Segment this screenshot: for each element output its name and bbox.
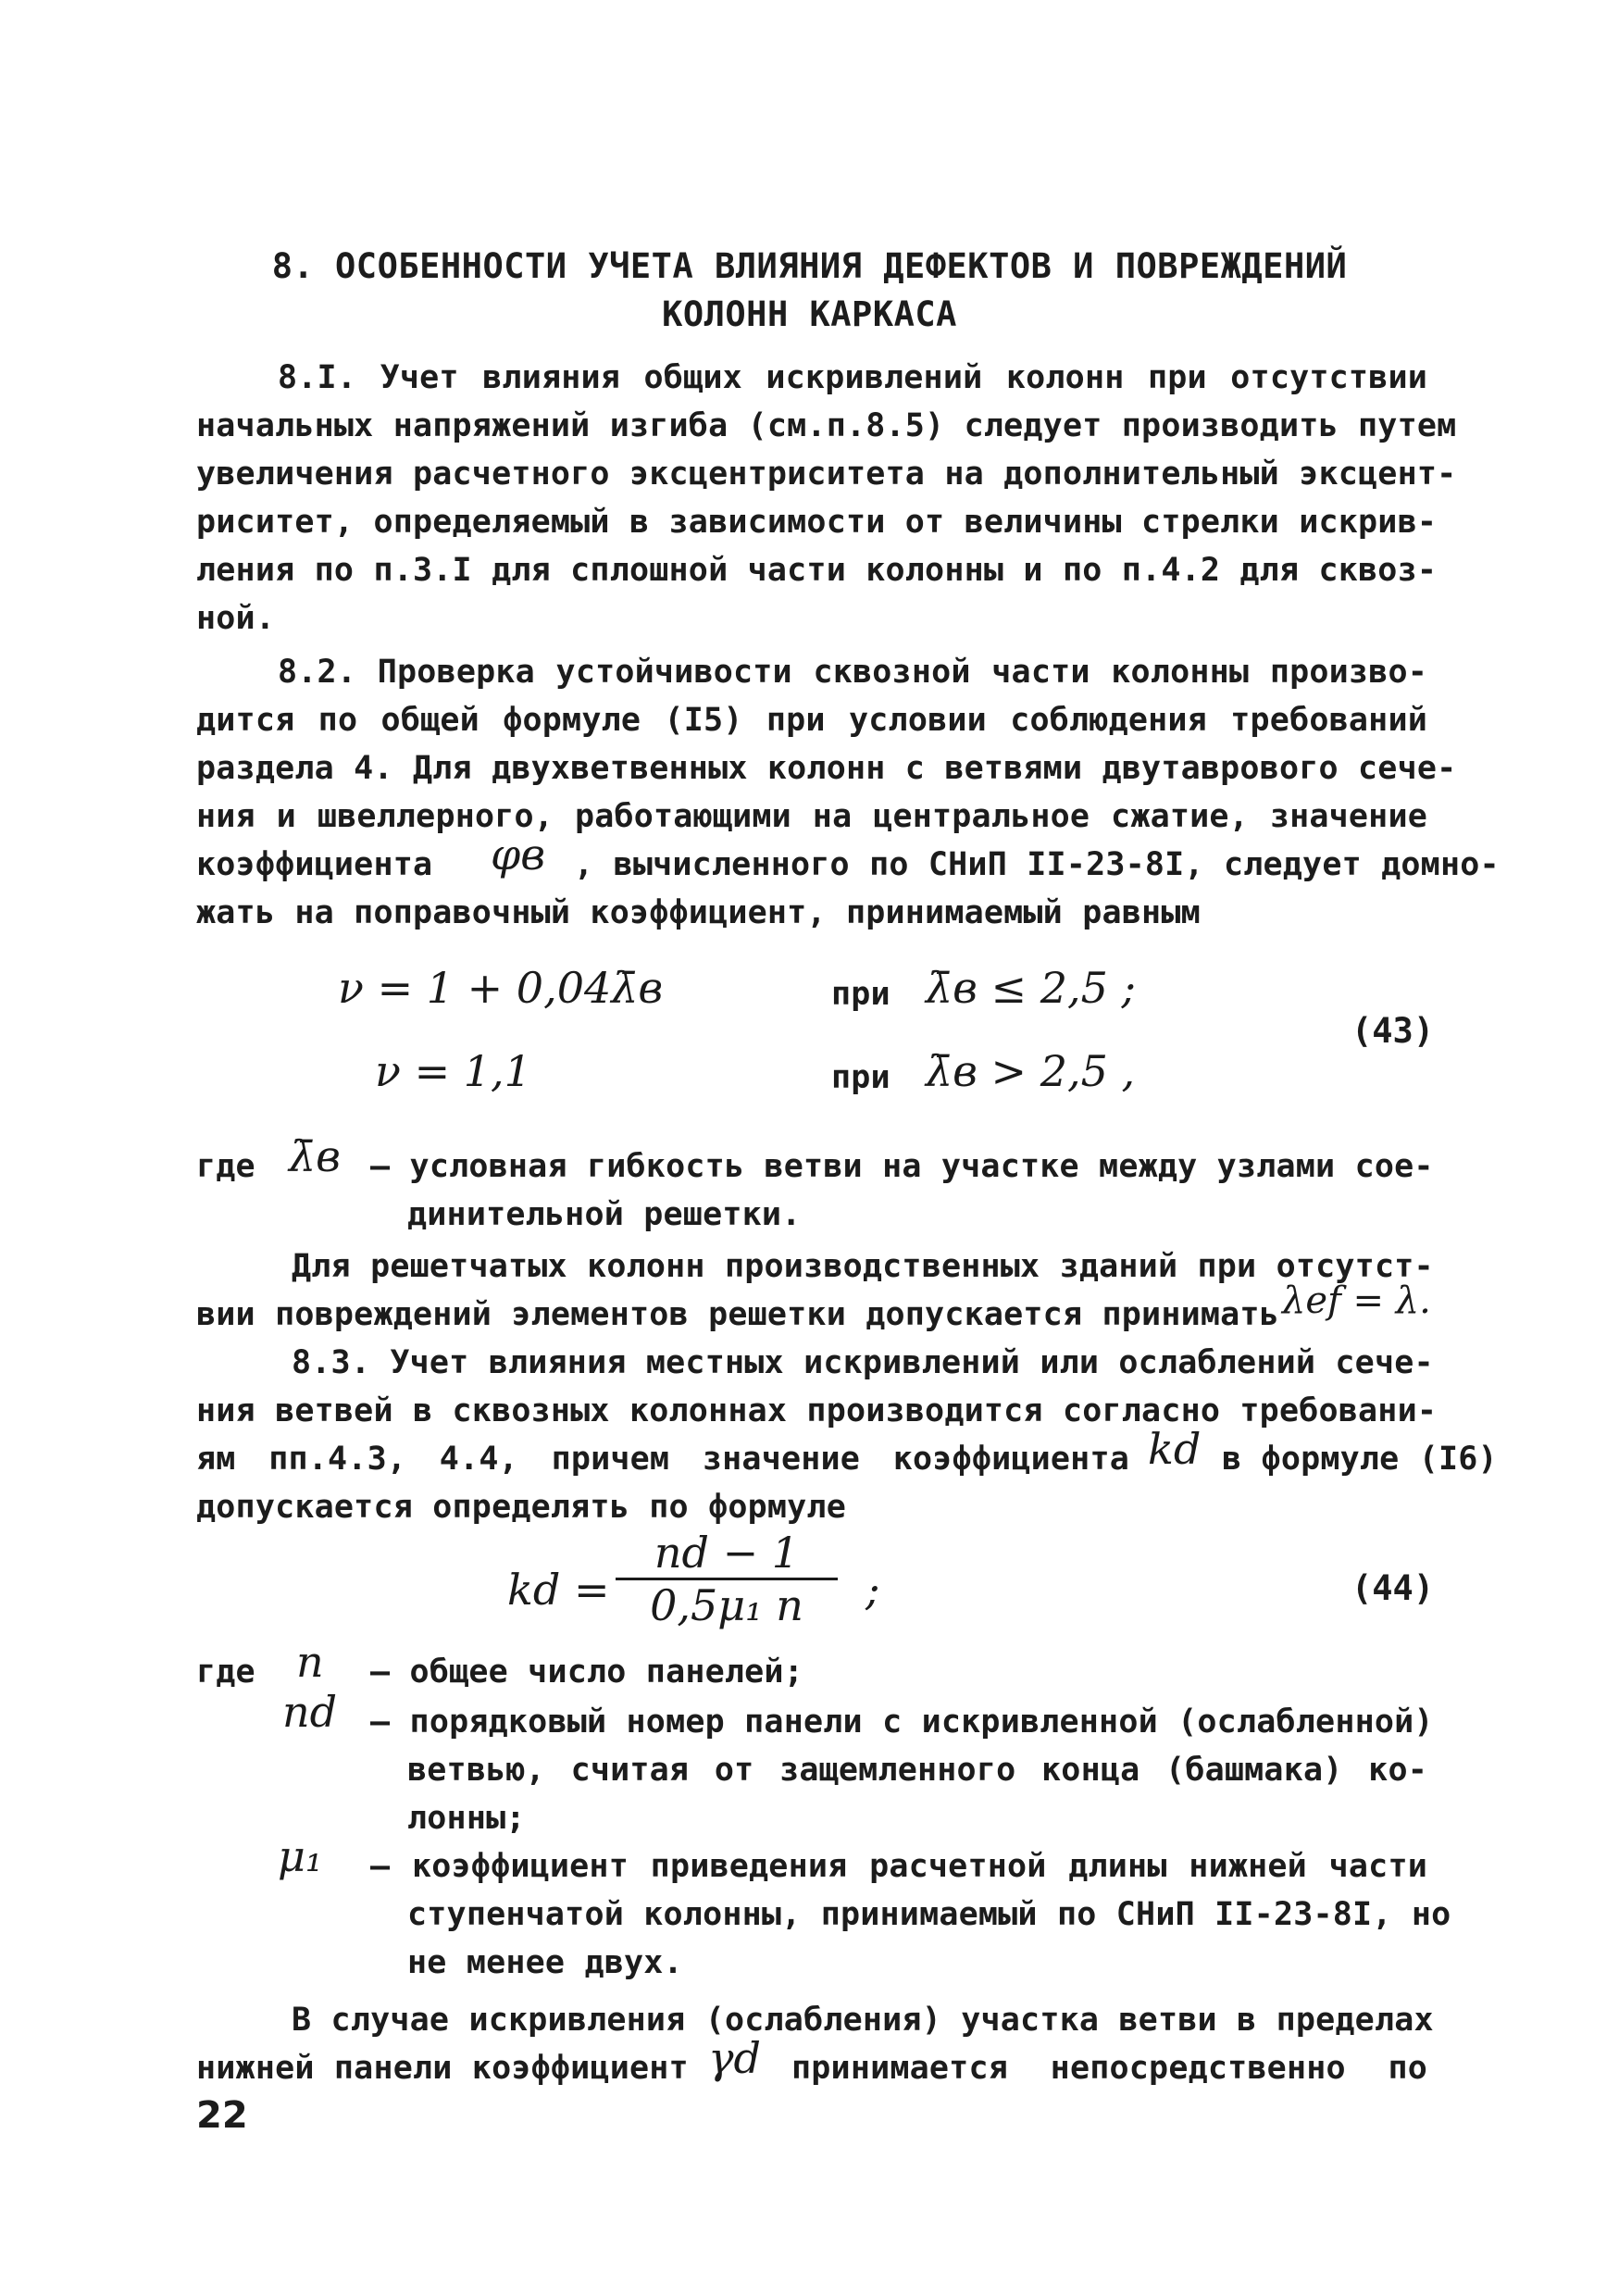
p81-line-2: начальных напряжений изгиба (см.п.8.5) следует производить путем: [196, 407, 1457, 444]
p-last-line-1: В случае искривления (ослабления) участка ветви в пределах: [292, 2002, 1434, 2039]
symbol-k-d: kd: [1148, 1424, 1202, 1474]
eq43-left-1: ν = 1 + 0,04λ̄в: [338, 963, 664, 1013]
p82-line-5b: , вычисленного по СНиП II-23-8I, следует домно-: [574, 846, 1500, 883]
p83-line-2: ния ветвей в сквозных колоннах производится согласно требовани-: [196, 1392, 1438, 1429]
p82-line-3: раздела 4. Для двухветвенных колонн с ветвями двутаврового сече-: [196, 750, 1457, 787]
eq43-left-2: ν = 1,1: [375, 1046, 531, 1096]
p81-line-4: риситет, определяемый в зависимости от величины стрелки искрив-: [196, 504, 1438, 541]
eq43-cond-2: λ̄в > 2,5 ,: [926, 1046, 1136, 1096]
p-lattice-line-2: вии повреждений элементов решетки допускается принимать: [196, 1296, 1279, 1333]
p-last-line-2b: принимается непосредственно по: [791, 2050, 1427, 2087]
where2-n-text: – общее число панелей;: [370, 1653, 803, 1691]
page-number: 22: [196, 2094, 248, 2137]
p82-line-6: жать на поправочный коэффициент, принимаемый равным: [196, 894, 1201, 931]
where2-mu1-text-2: ступенчатой колонны, принимаемый по СНиП II-23-8I, но: [407, 1896, 1451, 1933]
where2-nd-text-2: ветвью, считая от защемленного конца (башмака) ко-: [407, 1752, 1427, 1789]
p82-line-5a: коэффициента: [196, 846, 433, 883]
symbol-phi-b: φв: [491, 830, 545, 880]
where1-text-1: – условная гибкость ветви на участке между узлами сое-: [370, 1148, 1434, 1185]
where1-text-2: динительной решетки.: [407, 1196, 802, 1233]
p81-line-1: 8.I. Учет влияния общих искривлений колонн при отсутствии: [278, 359, 1427, 396]
eq44-denominator: 0,5μ₁ n: [650, 1580, 803, 1630]
p82-line-2: дится по общей формуле (I5) при условии соблюдения требований: [196, 702, 1427, 739]
p-last-line-2a: нижней панели коэффициент: [196, 2050, 689, 2087]
where2-symbol-n: n: [296, 1637, 324, 1687]
where1-word: где: [196, 1148, 255, 1185]
p82-line-1: 8.2. Проверка устойчивости сквозной части колонны произво-: [278, 654, 1427, 691]
eq43-cond-word-2: при: [831, 1059, 890, 1096]
p81-line-3: увеличения расчетного эксцентриситета на дополнительный эксцент-: [196, 455, 1457, 493]
p81-line-5: ления по п.3.I для сплошной части колонны и по п.4.2 для сквоз-: [196, 552, 1438, 589]
p83-line-3b: в формуле (I6): [1222, 1441, 1498, 1478]
eq44-fraction: [616, 1528, 838, 1630]
where2-nd-text-3: лонны;: [407, 1800, 526, 1837]
where2-nd-text-1: – порядковый номер панели с искривленной (ослабленной): [370, 1703, 1434, 1741]
p83-line-4: допускается определять по формуле: [196, 1489, 846, 1526]
p83-line-1: 8.3. Учет влияния местных искривлений или ослаблений сече-: [292, 1344, 1434, 1381]
lambda-ef-equation: λef = λ.: [1282, 1279, 1431, 1322]
where2-word: где: [196, 1653, 255, 1691]
eq44-numerator: nd − 1: [654, 1528, 800, 1578]
eq43-number: (43): [1351, 1011, 1435, 1051]
p83-line-3a: ям пп.4.3, 4.4, причем значение коэффициента: [196, 1441, 1129, 1478]
p-lattice-line-1: Для решетчатых колонн производственных зданий при отсутст-: [292, 1248, 1434, 1285]
where2-symbol-nd: nd: [282, 1687, 338, 1737]
eq43-cond-1: λ̄в ≤ 2,5 ;: [926, 963, 1136, 1013]
p81-line-6: ной.: [196, 600, 276, 637]
section-heading-line-1: 8. ОСОБЕННОСТИ УЧЕТА ВЛИЯНИЯ ДЕФЕКТОВ И ПОВРЕЖДЕНИЙ: [271, 246, 1348, 286]
eq44-punct: ;: [866, 1565, 880, 1615]
where2-mu1-text-1: – коэффициент приведения расчетной длины нижней части: [370, 1848, 1427, 1885]
eq43-cond-word-1: при: [831, 976, 890, 1013]
eq44-lhs: kd =: [507, 1565, 610, 1615]
p82-line-4: ния и швеллерного, работающими на центральное сжатие, значение: [196, 798, 1427, 835]
where2-symbol-mu1: μ₁: [278, 1831, 323, 1881]
symbol-gamma-d: γd: [708, 2033, 761, 2083]
where1-symbol: λ̄в: [289, 1131, 341, 1181]
where2-mu1-text-3: не менее двух.: [407, 1944, 683, 1981]
eq44-number: (44): [1351, 1568, 1435, 1608]
section-heading-line-2: КОЛОНН КАРКАСА: [662, 294, 957, 334]
